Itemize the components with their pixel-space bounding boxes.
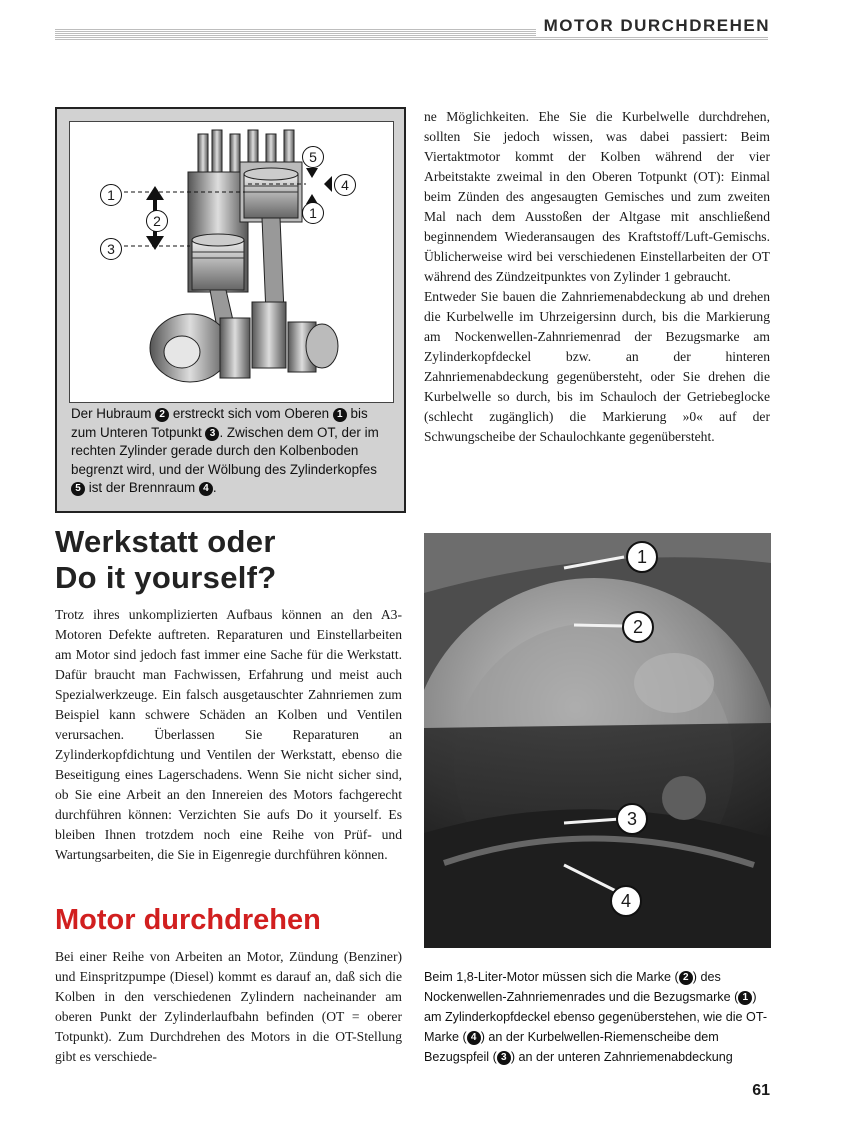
motor-column-right xyxy=(424,107,770,447)
inverse-number-badge: 1 xyxy=(333,408,347,422)
caption-text: erstreckt sich vom Oberen xyxy=(169,406,333,421)
figure-callout: 3 xyxy=(100,238,122,260)
caption-text: Der Hubraum xyxy=(71,406,156,421)
caption-text: ) an der unteren Zahnriemenabdeckung xyxy=(510,1050,733,1064)
motor-paragraph-left: Bei einer Reihe von Arbeiten an Motor, Zündung (Benziner) und Einspritzpumpe (Diesel) kommt es darauf an, daß sich die Kolben in den verschiedenen Zylindern nacheinander am oberen Punkt der Zylinderlaufbahn befinden (OT = oberer Totpunkt). Zum Durchdrehen des Motors in die OT-Stellung gibt es verschiede- xyxy=(55,949,402,1064)
section-heading-werkstatt xyxy=(55,524,405,596)
inverse-number-badge: 2 xyxy=(155,408,169,422)
heading-line: Werkstatt oder xyxy=(55,524,276,559)
section-heading-motor-durchdrehen: Motor durchdrehen xyxy=(55,904,321,936)
caption-text: . xyxy=(212,480,217,495)
inverse-number-badge: 3 xyxy=(497,1051,511,1065)
werkstatt-paragraph: Trotz ihres unkomplizierten Aufbaus können an den A3-Motoren Defekte auftreten. Reparaturen und Einstellarbeiten am Motor sind jedoch fast immer eine Sache für die Werkstatt. Dafür braucht man Fachwissen, Erfahrung und meist auch Spezialwerkzeuge. Ein falsch ausgetauschter Zahnriemen zum Beispiel kann schwere Schäden an Kolben und Ventilen verursachen. Überlassen Sie Reparaturen an Zylinderkopfdichtung und Ventilen der Werkstatt, ebenso die Beseitigung eines Lagerschadens. Wenn Sie nicht sicher sind, ob Sie eine Arbeit an den Innereien des Motors fachgerecht durchführen können: Verzichten Sie aufs Do it yourself. Es bleiben Ihnen trotzdem noch eine Reihe von Prüf- und Wartungsarbeiten, die Sie in Eigenregie durchführen können. xyxy=(55,607,402,862)
caption-text: Beim 1,8-Liter-Motor müssen sich die Marke ( xyxy=(424,970,679,984)
inverse-number-badge: 5 xyxy=(71,482,85,496)
figure-callout: 5 xyxy=(302,146,324,168)
caption-text: . Zwischen dem OT, der im rechten Zylinder gerade durch den Kolbenboden begrenzt wird, und der Wölbung des Zylinderkopfes xyxy=(71,424,379,477)
inverse-number-badge: 3 xyxy=(205,427,219,441)
engine-illustration xyxy=(69,121,394,403)
engine-photo xyxy=(424,533,771,948)
heading-line: Do it yourself? xyxy=(55,560,277,595)
figure-callout: 4 xyxy=(334,174,356,196)
werkstatt-column xyxy=(55,605,402,865)
figure-callout: 1 xyxy=(100,184,122,206)
caption-text: ist der Brennraum xyxy=(85,480,199,495)
photo-callout: 4 xyxy=(610,885,642,917)
caption-text: bis zum Unteren Totpunkt xyxy=(71,406,368,440)
caption-text: ) an der Kurbelwellen-Riemenscheibe dem Bezugspfeil ( xyxy=(424,1030,719,1064)
photo-caption xyxy=(424,967,770,1067)
photo-callout: 3 xyxy=(616,803,648,835)
inverse-number-badge: 4 xyxy=(199,482,213,496)
motor-column-left xyxy=(55,947,402,1067)
figure-callout: 2 xyxy=(146,210,168,232)
page-number: 61 xyxy=(752,1082,770,1099)
caption-text: ) des Nockenwellen-Zahnriemenrades und die Bezugsmarke ( xyxy=(424,970,739,1004)
inverse-number-badge: 1 xyxy=(738,991,752,1005)
inverse-number-badge: 4 xyxy=(467,1031,481,1045)
figure-callout: 1 xyxy=(302,202,324,224)
motor-paragraph-right-1: ne Möglichkeiten. Ehe Sie die Kurbelwelle durchdrehen, sollten Sie jedoch wissen, was dabei passiert: Beim Viertaktmotor kommt der Kolben während der vier Arbeitstakte zweimal in den Oberen Totpunkt (OT): Einmal beim Zünden des angesaugten Gemisches und zum zweiten Mal nach dem Ausstoßen der Altgase mit anschließend beginnendem Wiederansaugen des Kraftstoff/Luft-Gemischs. Üblicherweise wird bei verschiedenen Einstellarbeiten der OT während des Zündzeitpunktes von Zylinder 1 gebraucht. xyxy=(424,109,770,284)
photo-callout: 1 xyxy=(626,541,658,573)
engine-cutaway-drawing xyxy=(70,122,393,402)
inverse-number-badge: 2 xyxy=(679,971,693,985)
running-header: MOTOR DURCHDREHEN xyxy=(536,16,770,36)
timing-belt-photo xyxy=(424,533,771,948)
photo-callout: 2 xyxy=(622,611,654,643)
motor-paragraph-right-2: Entweder Sie bauen die Zahnriemenabdeckung ab und drehen die Kurbelwelle im Uhrzeigersinn durch, bis die Markierung am Nockenwellen-Zahnriemenrad der Bezugsmarke am Zylinderkopfdeckel bzw. an der hinteren Zahnriemenabdeckung gegenübersteht, oder Sie drehen die Kurbelwelle so durch, bis im Schauloch der Getriebeglocke (schlecht zugänglich) die Markierung »0« auf der Schwungscheibe der Schaulochkante gegenübersteht. xyxy=(424,289,770,444)
engine-figure-box xyxy=(55,107,406,513)
figure-caption xyxy=(71,405,389,498)
caption-text: ) am Zylinderkopfdeckel ebenso gegenüberstehen, wie die OT-Marke ( xyxy=(424,990,768,1044)
